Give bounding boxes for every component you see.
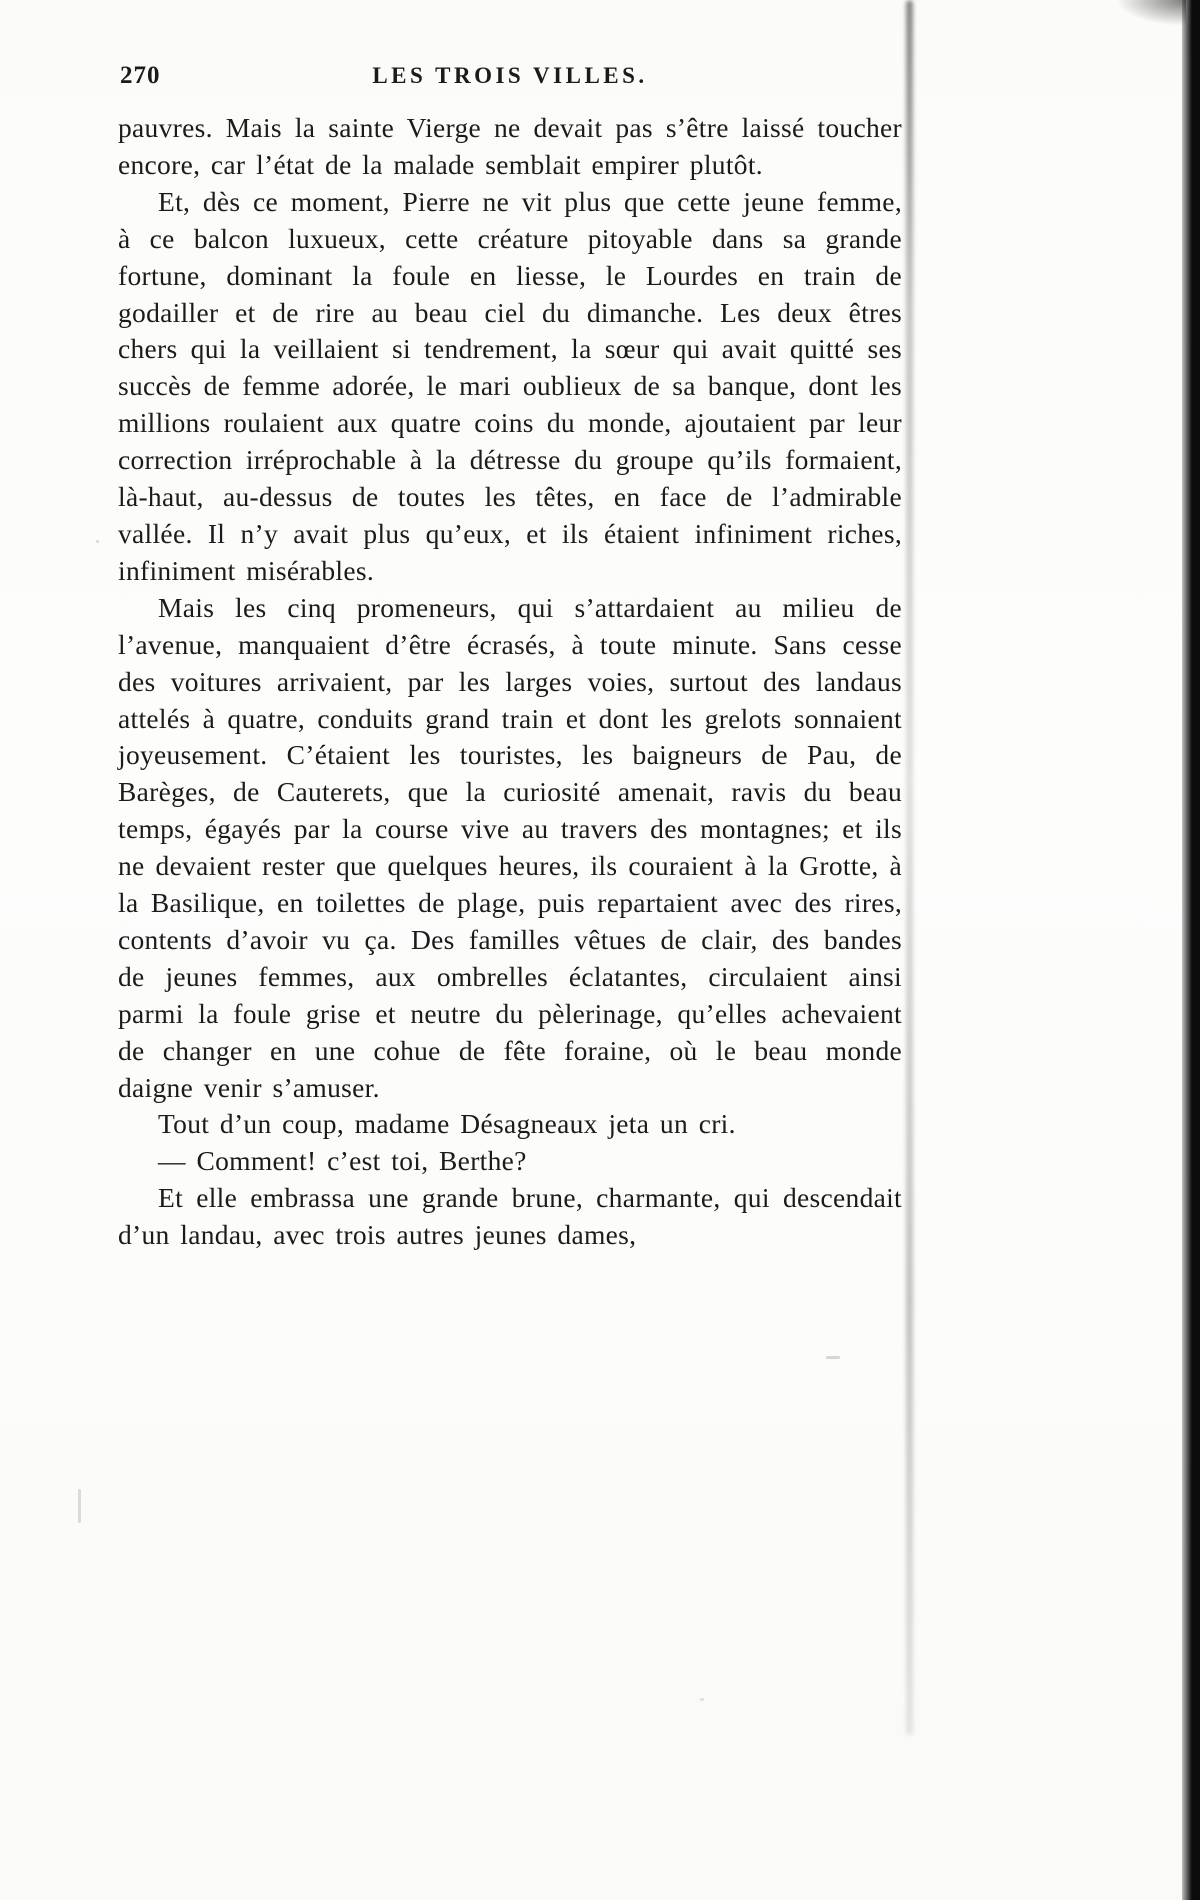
- scan-speck: [700, 1698, 704, 1701]
- scan-speck: [96, 540, 99, 543]
- paragraph: Tout d’un coup, madame Désagneaux jeta un cri.: [158, 1108, 736, 1140]
- scan-speck: [826, 1356, 840, 1359]
- scan-right-edge: [1182, 0, 1200, 1900]
- text-block: [118, 58, 902, 1254]
- scan-speck: [78, 1489, 81, 1523]
- page-number: 270: [120, 62, 161, 89]
- body-text: [118, 110, 902, 1254]
- paragraph: Mais les cinq promeneurs, qui s’attardaient au milieu de l’avenue, manquaient d’être écrasés, à toute minute. Sans cesse des voitures arrivaient, par les larges voies, surtout des landaus attelés à quatre, conduits grand train et dont les grelots sonnaient joyeusement. C’étaient les touristes, les baigneurs de Pau, de Barèges, de Cauterets, que la curiosité amenait, ravis du beau temps, égayés par la course vive au travers des montagnes; et ils ne devaient rester que quelques heures, ils couraient à la Grotte, à la Basilique, en toilettes de plage, puis repartaient avec des rires, contents d’avoir vu ça. Des familles vêtues de clair, des bandes de jeunes femmes, aux ombrelles éclatantes, circulaient ainsi parmi la foule grise et neutre du pèlerinage, qu’elles achevaient de changer en une cohue de fête foraine, où le beau monde daigne venir s’amuser.: [118, 591, 902, 1103]
- gutter-shadow: [906, 0, 913, 1735]
- paragraph: — Comment! c’est toi, Berthe?: [158, 1145, 527, 1177]
- paragraph: Et, dès ce moment, Pierre ne vit plus que cette jeune femme, à ce balcon luxueux, cette créature pitoyable dans sa grande fortune, dominant la foule en liesse, le Lourdes en train de godailler et de rire au beau ciel du dimanche. Les deux êtres chers qui la veillaient si tendrement, la sœur qui avait quitté ses succès de femme adorée, le mari oublieux de sa banque, dont les millions roulaient aux quatre coins du monde, ajoutaient par leur correction irréprochable à la détresse du groupe qu’ils formaient, là-haut, au-dessus de toutes les têtes, en face de l’admirable vallée. Il n’y avait plus qu’eux, et ils étaient infiniment riches, infiniment misérables.: [118, 185, 902, 586]
- paragraph: Et elle embrassa une grande brune, charmante, qui descendait d’un landau, avec trois autres jeunes dames,: [118, 1182, 902, 1251]
- scan-corner-smudge: [1116, 0, 1186, 26]
- paragraph: pauvres. Mais la sainte Vierge ne devait pas s’être laissé toucher encore, car l’état de la malade semblait empirer plutôt.: [118, 112, 902, 180]
- page-header: [118, 58, 902, 98]
- running-title: LES TROIS VILLES.: [372, 63, 648, 88]
